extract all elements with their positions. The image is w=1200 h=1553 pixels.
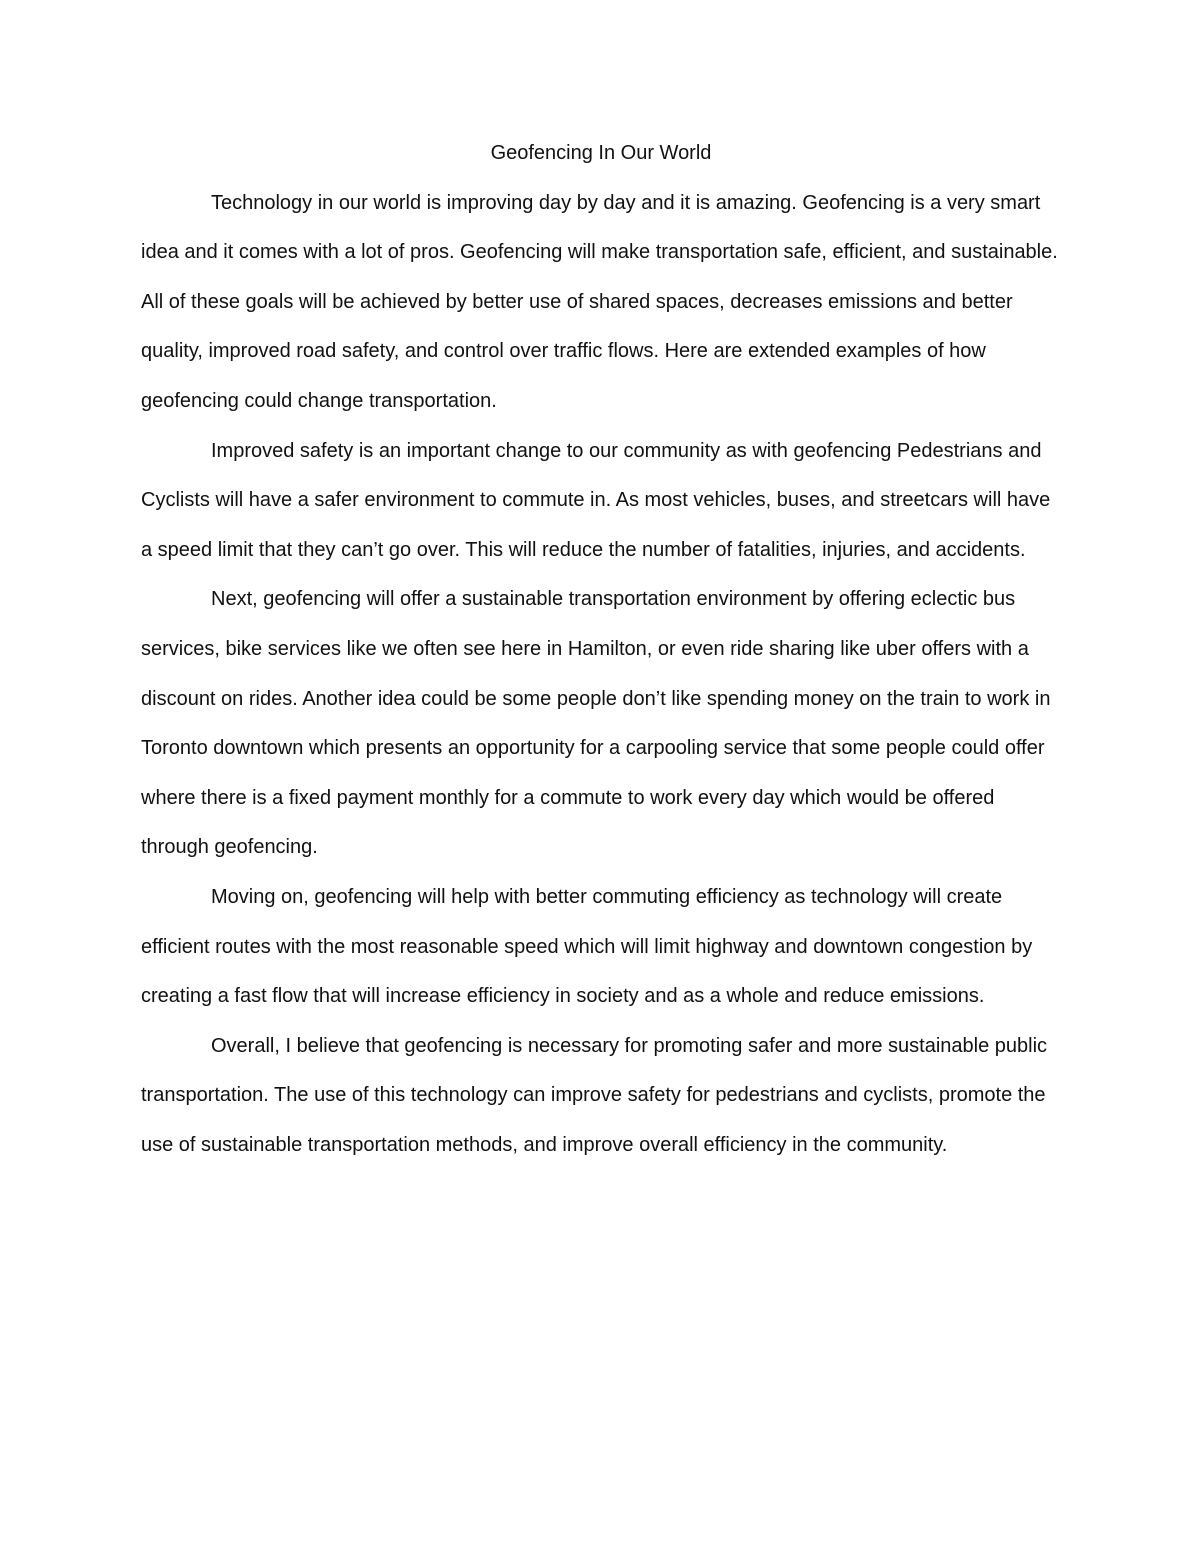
paragraph-intro: Technology in our world is improving day by day and it is amazing. Geofencing is a very smart idea and it comes with a lot of pros. Geofencing will make transportation safe, efficient, and sustainable. All of these goals will be achieved by better use of shared spaces, decreases emissions and better quality, improved road safety, and control over traffic flows. Here are extended examples of how geofencing could change transportation. (141, 191, 1058, 412)
paragraph-conclusion: Overall, I believe that geofencing is necessary for promoting safer and more sustainable public transportation. The use of this technology can improve safety for pedestrians and cyclists, promote the use of sustainable transportation methods, and improve overall efficiency in the community. (141, 1034, 1048, 1156)
paragraph-safety: Improved safety is an important change to our community as with geofencing Pedestrians and Cyclists will have a safer environment to commute in. As most vehicles, buses, and streetcars will have a speed limit that they can’t go over. This will reduce the number of fatalities, injuries, and accidents. (141, 439, 1051, 561)
paragraph-efficiency: Moving on, geofencing will help with better commuting efficiency as technology will create efficient routes with the most reasonable speed which will limit highway and downtown congestion by creating a fast flow that will increase efficiency in society and as a whole and reduce emissions. (141, 885, 1033, 1008)
document-title: Geofencing In Our World (490, 142, 712, 164)
paragraph-sustainability: Next, geofencing will offer a sustainable transportation environment by offering eclectic bus services, bike services like we often see here in Hamilton, or even ride sharing like uber offers with a discount on rides. Another idea could be some people don’t like spending money on the train to work in Toronto downtown which presents an opportunity for a carpooling service that some people could offer where there is a fixed payment monthly for a commute to work every day which would be offered through geofencing. (141, 588, 1051, 859)
document-body (141, 129, 1061, 1170)
